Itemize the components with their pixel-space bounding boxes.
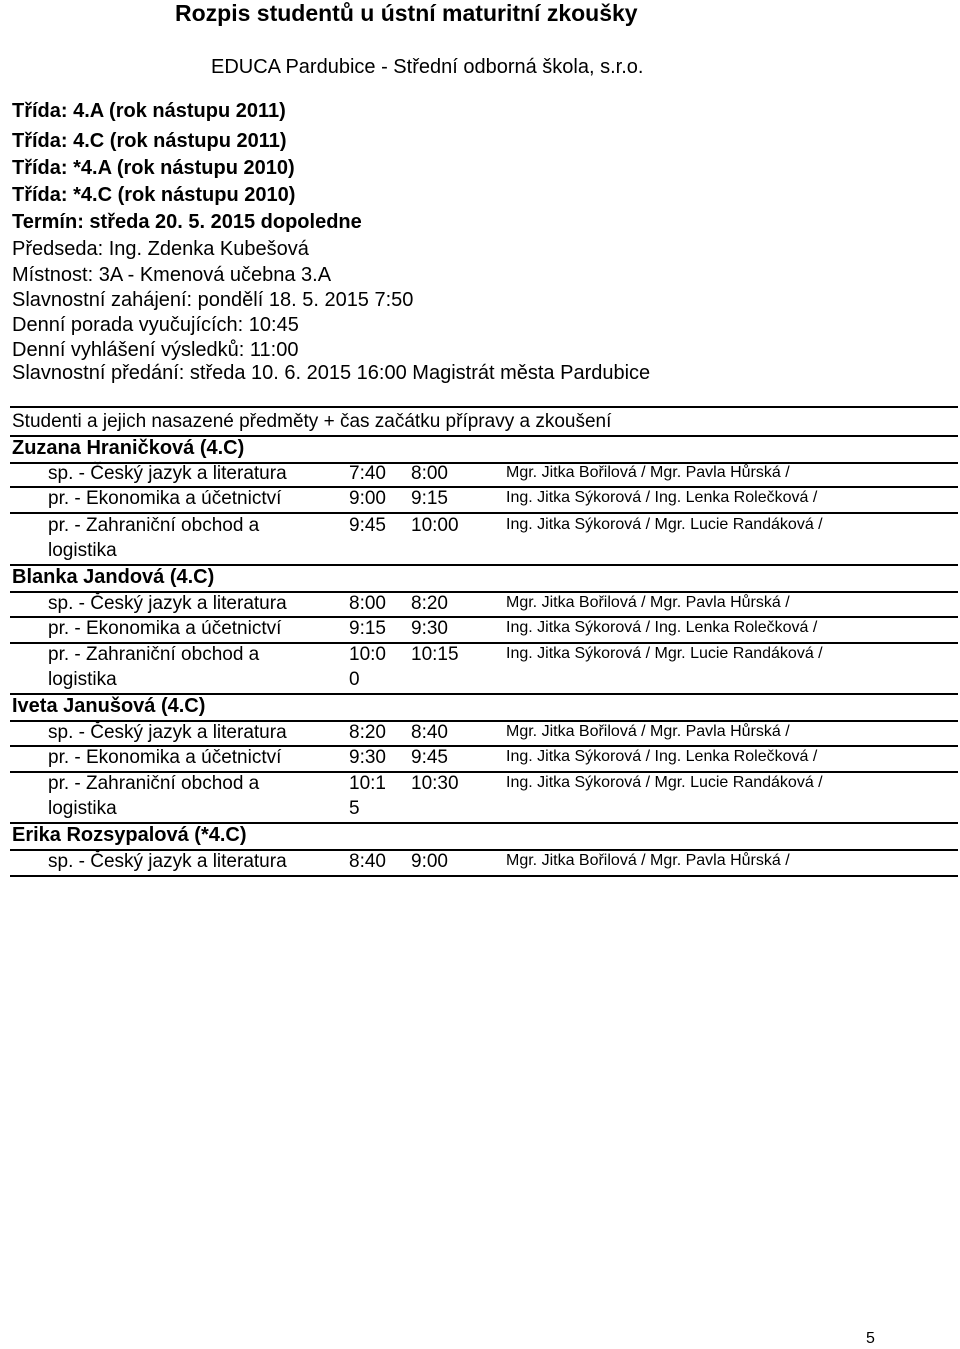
prep-time-continuation: 5 — [349, 798, 360, 819]
subject-continuation: logistika — [48, 540, 117, 561]
prep-time-continuation: 0 — [349, 669, 360, 690]
exam-time: 8:00 — [411, 463, 448, 484]
student-name: Iveta Janušová (4.C) — [12, 695, 206, 717]
subject: pr. - Zahraniční obchod a — [48, 773, 260, 794]
examiners: Mgr. Jitka Bořilová / Mgr. Pavla Hůrská / — [506, 852, 790, 869]
subject: pr. - Zahraniční obchod a — [48, 644, 260, 665]
examiners: Ing. Jitka Sýkorová / Mgr. Lucie Randáková / — [506, 645, 823, 662]
subject: sp. - Český jazyk a literatura — [48, 722, 287, 743]
divider — [10, 512, 958, 514]
examiners: Mgr. Jitka Bořilová / Mgr. Pavla Hůrská / — [506, 594, 790, 611]
room: Místnost: 3A - Kmenová učebna 3.A — [12, 264, 332, 286]
class-line: Třída: 4.A (rok nástupu 2011) — [12, 100, 286, 122]
prep-time: 9:00 — [349, 488, 386, 509]
class-line: Třída: *4.C (rok nástupu 2010) — [12, 184, 296, 206]
exam-term: Termín: středa 20. 5. 2015 dopoledne — [12, 211, 362, 233]
subject: pr. - Zahraniční obchod a — [48, 515, 260, 536]
subject: sp. - Český jazyk a literatura — [48, 463, 287, 484]
subject-continuation: logistika — [48, 798, 117, 819]
divider — [10, 875, 958, 877]
examiners: Ing. Jitka Sýkorová / Ing. Lenka Rolečková / — [506, 619, 818, 636]
exam-time: 9:30 — [411, 618, 448, 639]
prep-time: 10:1 — [349, 773, 386, 794]
examiners: Ing. Jitka Sýkorová / Mgr. Lucie Randáková / — [506, 516, 823, 533]
examiners: Mgr. Jitka Bořilová / Mgr. Pavla Hůrská / — [506, 464, 790, 481]
subject: sp. - Český jazyk a literatura — [48, 851, 287, 872]
divider — [10, 406, 958, 408]
student-name: Zuzana Hraničková (4.C) — [12, 437, 245, 459]
section-heading: Studenti a jejich nasazené předměty + čas začátku přípravy a zkoušení — [12, 411, 612, 432]
prep-time: 10:0 — [349, 644, 386, 665]
daily-results: Denní vyhlášení výsledků: 11:00 — [12, 339, 299, 361]
examiners: Ing. Jitka Sýkorová / Mgr. Lucie Randáková / — [506, 774, 823, 791]
chairperson: Předseda: Ing. Zdenka Kubešová — [12, 238, 309, 260]
subject: pr. - Ekonomika a účetnictví — [48, 488, 282, 509]
prep-time: 9:30 — [349, 747, 386, 768]
prep-time: 8:20 — [349, 722, 386, 743]
subject: sp. - Český jazyk a literatura — [48, 593, 287, 614]
prep-time: 8:00 — [349, 593, 386, 614]
page-number: 5 — [866, 1330, 875, 1347]
exam-time: 10:30 — [411, 773, 459, 794]
examiners: Ing. Jitka Sýkorová / Ing. Lenka Rolečková / — [506, 489, 818, 506]
examiners: Mgr. Jitka Bořilová / Mgr. Pavla Hůrská / — [506, 723, 790, 740]
school-name: EDUCA Pardubice - Střední odborná škola, s.r.o. — [211, 56, 644, 78]
student-name: Blanka Jandová (4.C) — [12, 566, 215, 588]
exam-time: 9:00 — [411, 851, 448, 872]
prep-time: 9:15 — [349, 618, 386, 639]
subject: pr. - Ekonomika a účetnictví — [48, 747, 282, 768]
class-line: Třída: *4.A (rok nástupu 2010) — [12, 157, 295, 179]
prep-time: 7:40 — [349, 463, 386, 484]
document-title: Rozpis studentů u ústní maturitní zkoušky — [175, 0, 638, 26]
prep-time: 9:45 — [349, 515, 386, 536]
exam-time: 8:20 — [411, 593, 448, 614]
daily-meeting: Denní porada vyučujících: 10:45 — [12, 314, 299, 336]
subject-continuation: logistika — [48, 669, 117, 690]
prep-time: 8:40 — [349, 851, 386, 872]
exam-time: 9:45 — [411, 747, 448, 768]
award-ceremony: Slavnostní předání: středa 10. 6. 2015 16:00 Magistrát města Pardubice — [12, 362, 651, 384]
opening-ceremony: Slavnostní zahájení: pondělí 18. 5. 2015 7:50 — [12, 289, 414, 311]
class-line: Třída: 4.C (rok nástupu 2011) — [12, 130, 287, 152]
student-name: Erika Rozsypalová (*4.C) — [12, 824, 247, 846]
examiners: Ing. Jitka Sýkorová / Ing. Lenka Rolečková / — [506, 748, 818, 765]
exam-time: 9:15 — [411, 488, 448, 509]
subject: pr. - Ekonomika a účetnictví — [48, 618, 282, 639]
exam-time: 8:40 — [411, 722, 448, 743]
exam-time: 10:15 — [411, 644, 459, 665]
exam-time: 10:00 — [411, 515, 459, 536]
